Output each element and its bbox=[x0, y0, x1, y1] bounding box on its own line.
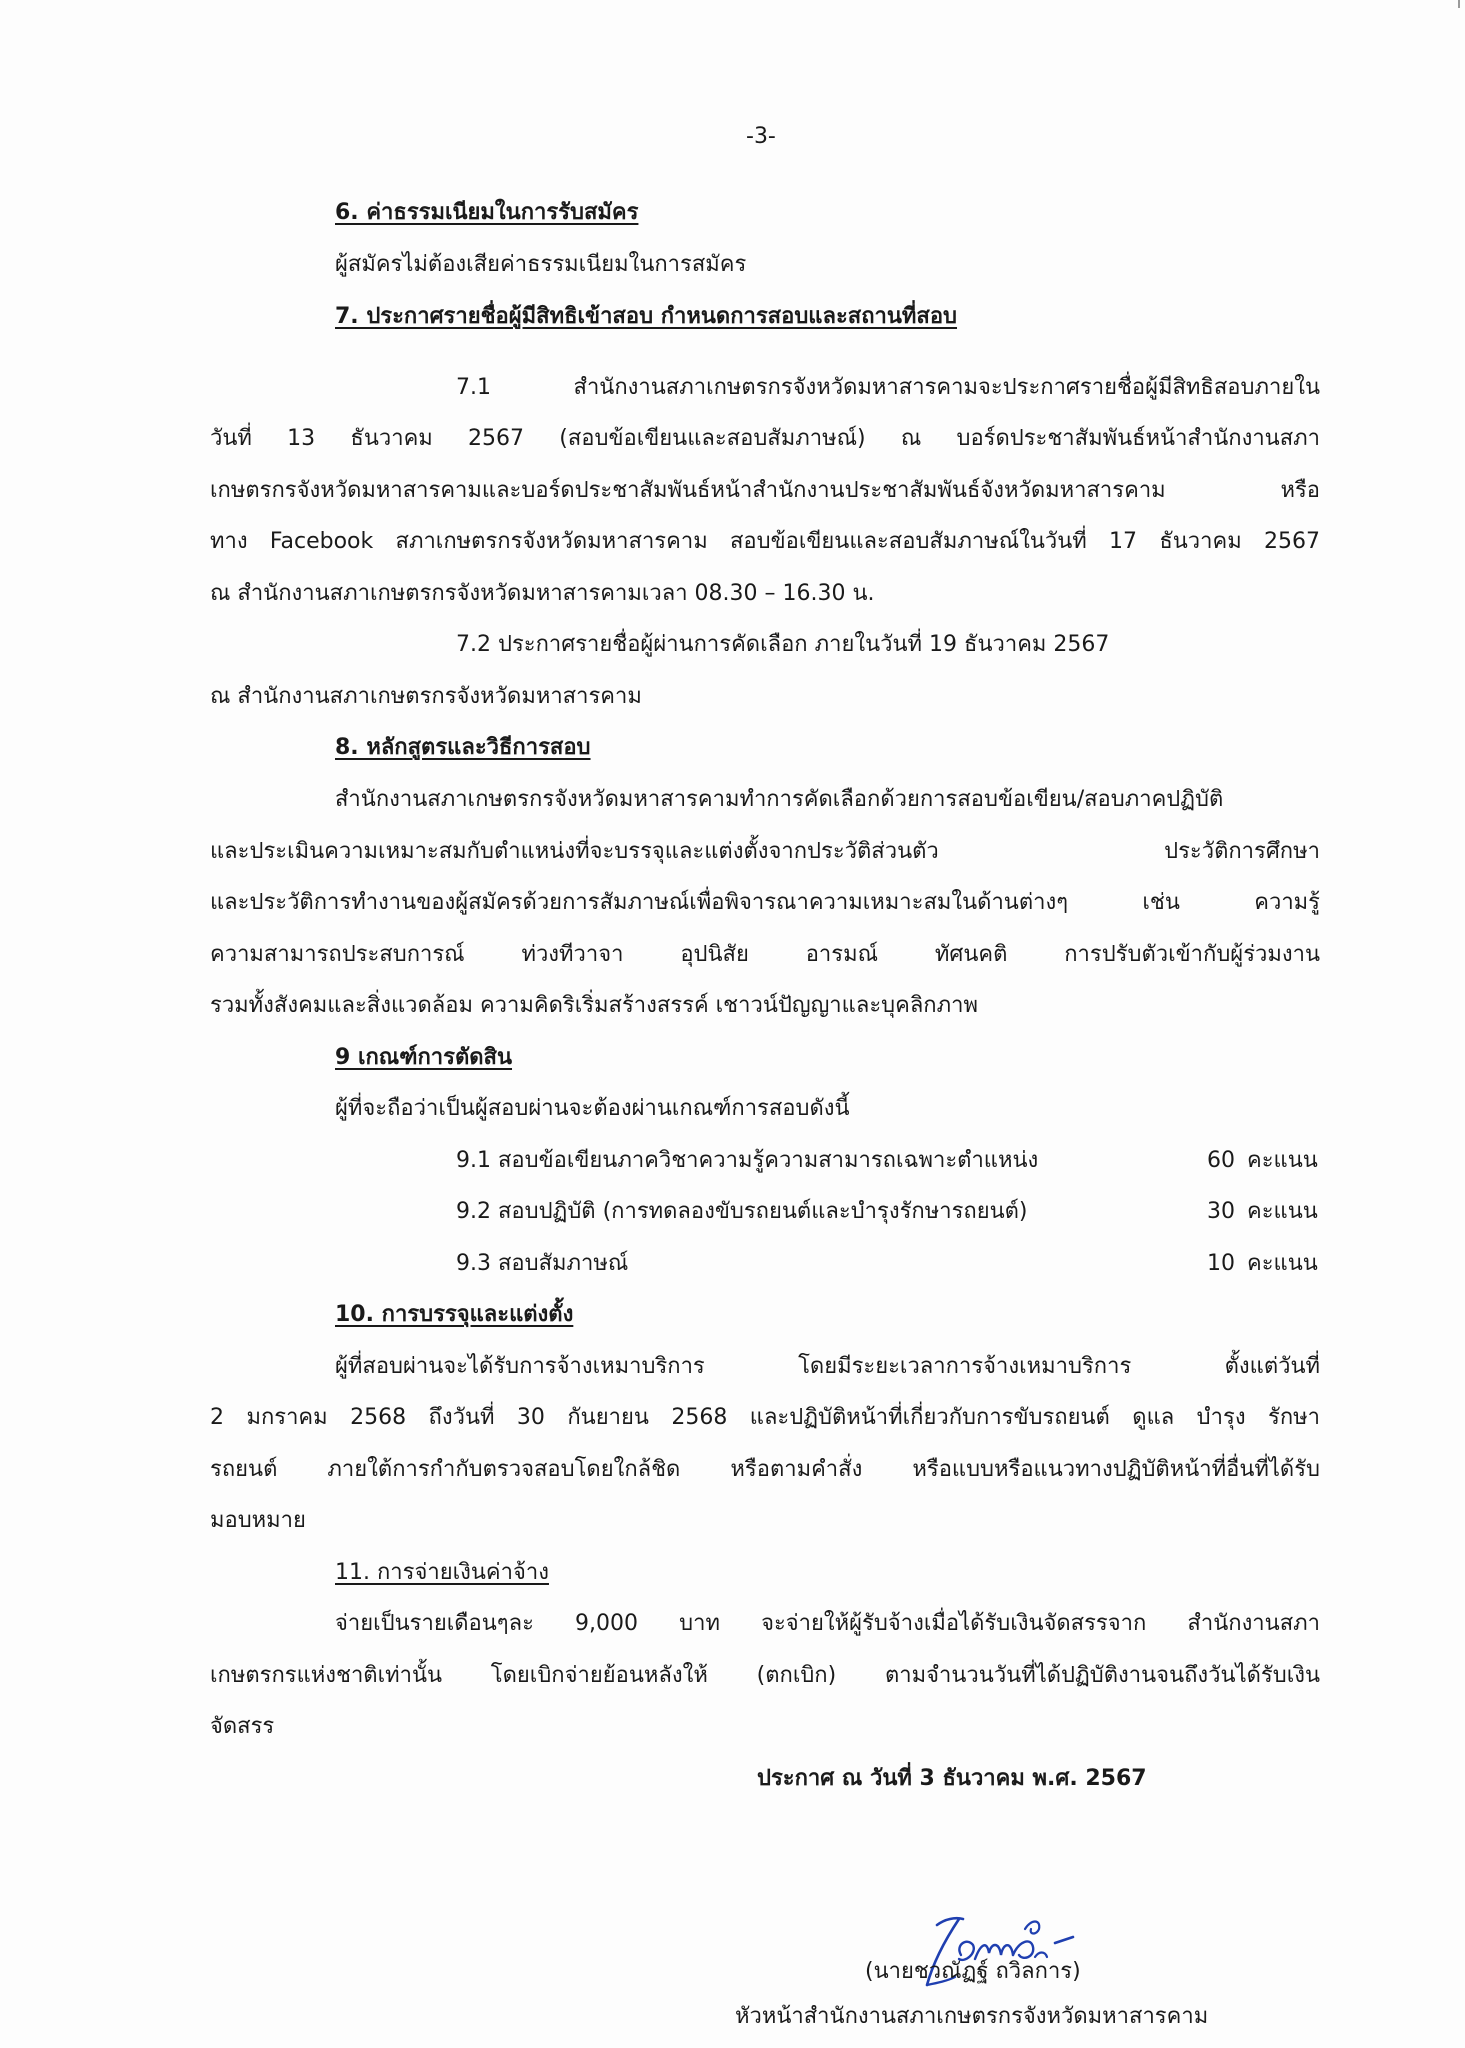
score-value: 30 bbox=[1207, 1199, 1235, 1224]
score-value: 10 bbox=[1207, 1251, 1235, 1276]
section-8-line: และประวัติการทำงานของผู้สมัครด้วยการสัมภาษณ์เพื่อพิจารณาความเหมาะสมในด้านต่างๆ เช่น ความรู้ bbox=[210, 890, 1320, 915]
signatory-position: หัวหน้าสำนักงานสภาเกษตรกรจังหวัดมหาสารคาม bbox=[735, 2004, 1209, 2029]
section-8-line: ความสามารถประสบการณ์ ท่วงทีวาจา อุปนิสัย อารมณ์ ทัศนคติ การปรับตัวเข้ากับผู้ร่วมงาน bbox=[210, 942, 1320, 967]
section-7-1-line: ณ สำนักงานสภาเกษตรกรจังหวัดมหาสารคามเวลา 08.30 – 16.30 น. bbox=[210, 581, 875, 606]
section-7-2-line: ณ สำนักงานสภาเกษตรกรจังหวัดมหาสารคาม bbox=[210, 684, 642, 709]
section-8-line: รวมทั้งสังคมและสิ่งแวดล้อม ความคิดริเริ่มสร้างสรรค์ เชาวน์ปัญญาและบุคลิกภาพ bbox=[210, 993, 978, 1018]
section-9-intro: ผู้ที่จะถือว่าเป็นผู้สอบผ่านจะต้องผ่านเกณฑ์การสอบดังนี้ bbox=[335, 1096, 850, 1121]
score-unit: คะแนน bbox=[1247, 1199, 1318, 1224]
section-9-heading: 9 เกณฑ์การตัดสิน bbox=[335, 1045, 513, 1070]
criteria-item-score bbox=[1197, 1197, 1320, 1227]
section-8-heading: 8. หลักสูตรและวิธีการสอบ bbox=[335, 735, 591, 760]
section-10-line: รถยนต์ ภายใต้การกำกับตรวจสอบโดยใกล้ชิด หรือตามคำสั่ง หรือแบบหรือแนวทางปฏิบัติหน้าที่อื่นที่ได้รับ bbox=[210, 1457, 1320, 1482]
section-7-1-line: เกษตรกรจังหวัดมหาสารคามและบอร์ดประชาสัมพันธ์หน้าสำนักงานประชาสัมพันธ์จังหวัดมหาสารคาม หรือ bbox=[210, 478, 1320, 503]
section-10-line: 2 มกราคม 2568 ถึงวันที่ 30 กันยายน 2568 และปฏิบัติหน้าที่เกี่ยวกับการขับรถยนต์ ดูแล บำรุง รักษา bbox=[210, 1405, 1320, 1430]
criteria-item-score bbox=[1197, 1249, 1320, 1279]
score-value: 60 bbox=[1207, 1148, 1235, 1173]
section-11-line: จัดสรร bbox=[210, 1714, 275, 1739]
criteria-item-label: 9.2 สอบปฏิบัติ (การทดลองขับรถยนต์และบำรุงรักษารถยนต์) bbox=[456, 1199, 1028, 1224]
section-11-line: จ่ายเป็นรายเดือนๆละ 9,000 บาท จะจ่ายให้ผู้รับจ้างเมื่อได้รับเงินจัดสรรจาก สำนักงานสภา bbox=[335, 1611, 1320, 1636]
section-8-line: สำนักงานสภาเกษตรกรจังหวัดมหาสารคามทำการคัดเลือกด้วยการสอบข้อเขียน/สอบภาคปฏิบัติ bbox=[335, 787, 1224, 812]
section-7-2-line: 7.2 ประกาศรายชื่อผู้ผ่านการคัดเลือก ภายในวันที่ 19 ธันวาคม 2567 bbox=[456, 632, 1110, 657]
criteria-item-label: 9.3 สอบสัมภาษณ์ bbox=[456, 1251, 629, 1276]
criteria-item-label: 9.1 สอบข้อเขียนภาควิชาความรู้ความสามารถเฉพาะตำแหน่ง bbox=[456, 1148, 1039, 1173]
scan-edge-mark bbox=[1458, 0, 1460, 8]
section-6-heading: 6. ค่าธรรมเนียมในการรับสมัคร bbox=[335, 200, 639, 225]
section-6-body: ผู้สมัครไม่ต้องเสียค่าธรรมเนียมในการสมัคร bbox=[335, 252, 747, 277]
section-10-line: ผู้ที่สอบผ่านจะได้รับการจ้างเหมาบริการ โดยมีระยะเวลาการจ้างเหมาบริการ ตั้งแต่วันที่ bbox=[335, 1354, 1320, 1379]
score-unit: คะแนน bbox=[1247, 1251, 1318, 1276]
section-8-line: และประเมินความเหมาะสมกับตำแหน่งที่จะบรรจุและแต่งตั้งจากประวัติส่วนตัว ประวัติการศึกษา bbox=[210, 839, 1320, 864]
section-10-heading: 10. การบรรจุและแต่งตั้ง bbox=[335, 1302, 574, 1327]
announcement-date: ประกาศ ณ วันที่ 3 ธันวาคม พ.ศ. 2567 bbox=[757, 1766, 1147, 1791]
section-7-1-line: ทาง Facebook สภาเกษตรกรจังหวัดมหาสารคาม สอบข้อเขียนและสอบสัมภาษณ์ในวันที่ 17 ธันวาคม 2567 bbox=[210, 529, 1320, 554]
section-11-line: เกษตรกรแห่งชาติเท่านั้น โดยเบิกจ่ายย้อนหลังให้ (ตกเบิก) ตามจำนวนวันที่ได้ปฏิบัติงานจนถึงวันได้รับเงิน bbox=[210, 1663, 1320, 1688]
section-11-heading: 11. การจ่ายเงินค่าจ้าง bbox=[335, 1560, 549, 1585]
section-7-heading: 7. ประกาศรายชื่อผู้มีสิทธิเข้าสอบ กำหนดการสอบและสถานที่สอบ bbox=[335, 304, 958, 329]
section-7-1-line: 7.1 สำนักงานสภาเกษตรกรจังหวัดมหาสารคามจะประกาศรายชื่อผู้มีสิทธิสอบภายใน bbox=[456, 375, 1320, 400]
section-7-1-line: วันที่ 13 ธันวาคม 2567 (สอบข้อเขียนและสอบสัมภาษณ์) ณ บอร์ดประชาสัมพันธ์หน้าสำนักงานสภา bbox=[210, 426, 1320, 451]
page-number: -3- bbox=[746, 124, 776, 149]
criteria-item-score bbox=[1197, 1146, 1320, 1176]
score-unit: คะแนน bbox=[1247, 1148, 1318, 1173]
section-10-line: มอบหมาย bbox=[210, 1508, 306, 1533]
signatory-name: (นายชวณัฏฐ์ ถวิลการ) bbox=[865, 1959, 1081, 1984]
